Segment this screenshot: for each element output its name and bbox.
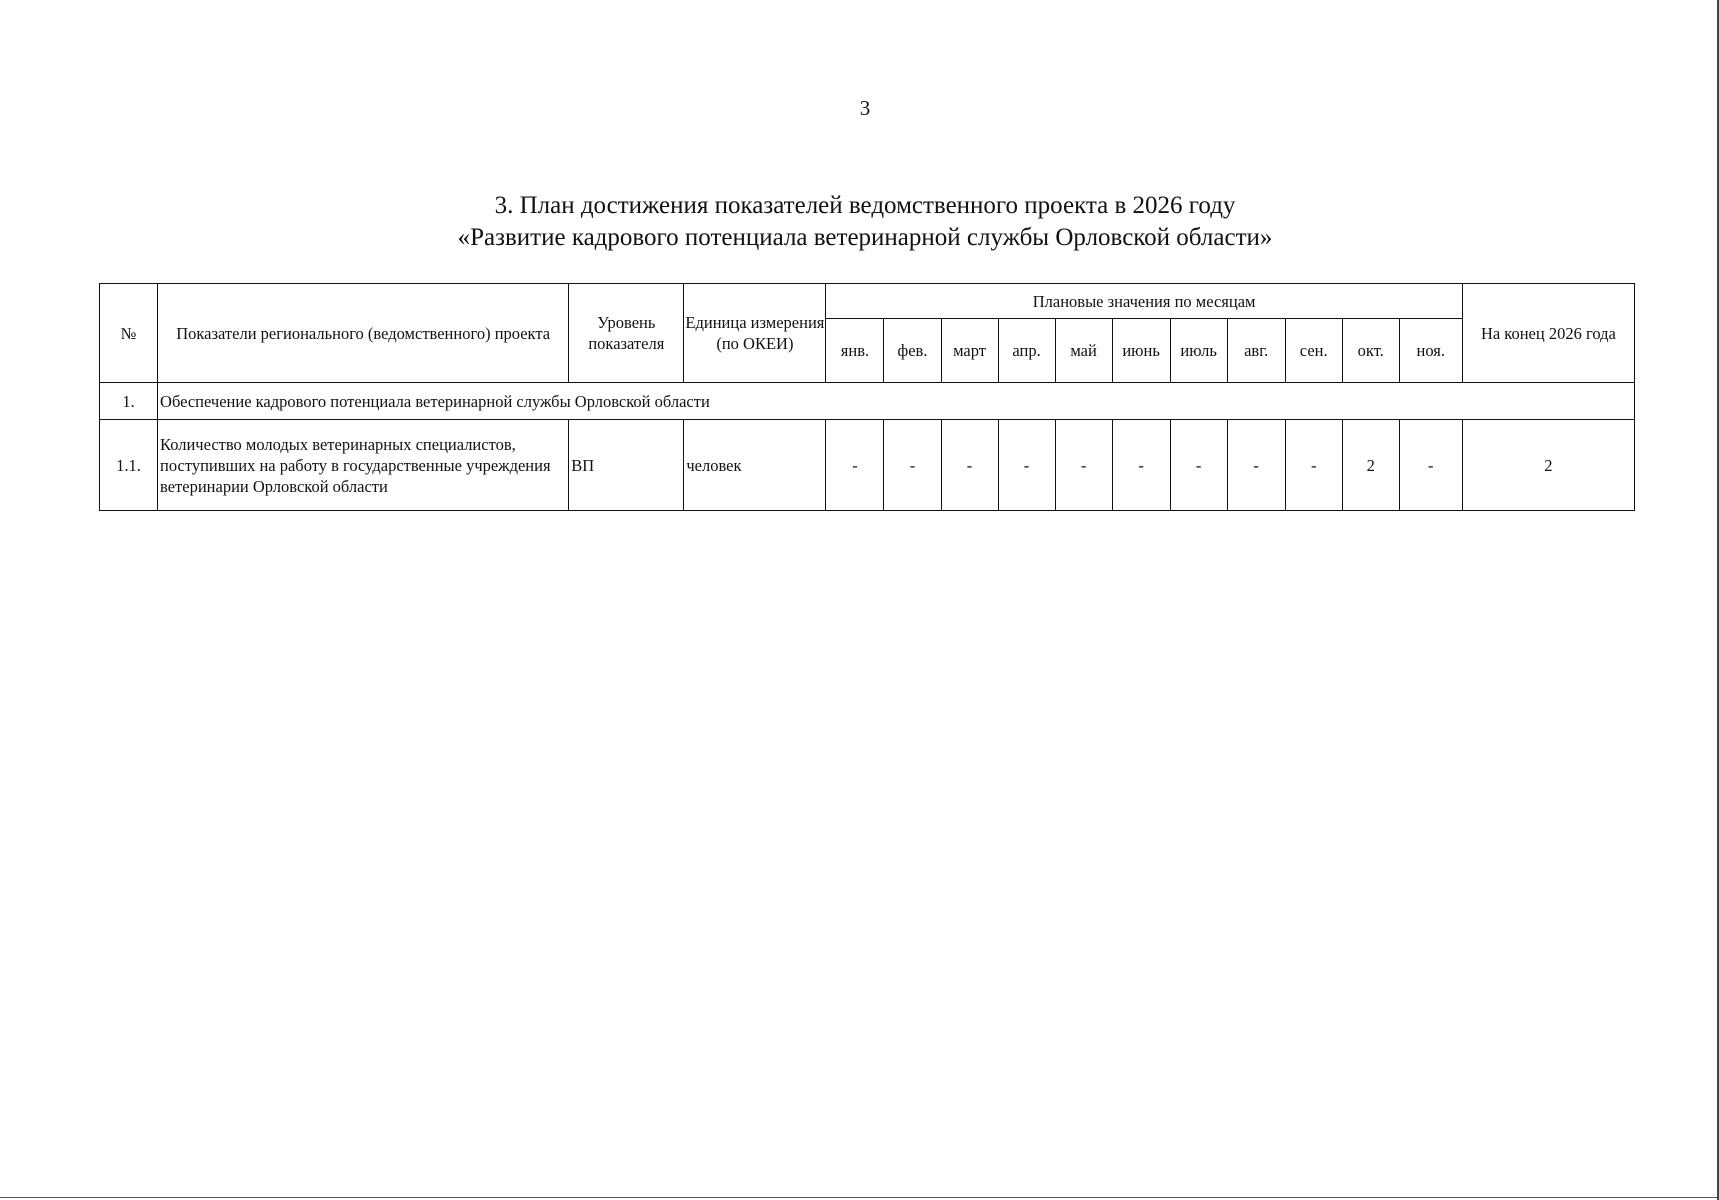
header-month: июль bbox=[1170, 319, 1227, 383]
header-month: ноя. bbox=[1399, 319, 1462, 383]
row-month-value: - bbox=[998, 420, 1055, 511]
title-line-1: 3. План достижения показателей ведомственного проекта в 2026 году bbox=[494, 192, 1236, 219]
header-month: янв. bbox=[826, 319, 884, 383]
row-month-value: - bbox=[941, 420, 998, 511]
header-month: июнь bbox=[1112, 319, 1170, 383]
row-indicator: Количество молодых ветеринарных специалистов, поступивших на работу в государственные учреждения ветеринарии Орловской области bbox=[158, 420, 569, 511]
table-row bbox=[100, 420, 1635, 511]
section-title: Обеспечение кадрового потенциала ветеринарной службы Орловской области bbox=[158, 383, 1635, 420]
page-title bbox=[0, 190, 1719, 254]
row-level: ВП bbox=[569, 420, 684, 511]
header-num: № bbox=[100, 284, 158, 383]
row-num: 1.1. bbox=[100, 420, 158, 511]
header-month: март bbox=[941, 319, 998, 383]
section-num: 1. bbox=[100, 383, 158, 420]
header-month: сен. bbox=[1285, 319, 1342, 383]
indicator-plan-table bbox=[99, 283, 1635, 511]
header-month: май bbox=[1055, 319, 1112, 383]
header-month: авг. bbox=[1227, 319, 1285, 383]
row-month-value: - bbox=[1227, 420, 1285, 511]
row-year-end-value: 2 bbox=[1462, 420, 1634, 511]
row-month-value: - bbox=[884, 420, 941, 511]
page-number: 3 bbox=[859, 96, 871, 120]
row-month-value: - bbox=[1399, 420, 1462, 511]
row-month-value: - bbox=[1285, 420, 1342, 511]
row-month-value: - bbox=[1170, 420, 1227, 511]
row-unit: человек bbox=[684, 420, 826, 511]
header-level: Уровень показателя bbox=[569, 284, 684, 383]
header-months-group: Плановые значения по месяцам bbox=[826, 284, 1462, 319]
row-month-value: - bbox=[826, 420, 884, 511]
header-indicator: Показатели регионального (ведомственного) проекта bbox=[158, 284, 569, 383]
scan-bottom-edge bbox=[0, 1197, 1719, 1198]
header-unit: Единица измерения (по ОКЕИ) bbox=[684, 284, 826, 383]
header-month: фев. bbox=[884, 319, 941, 383]
header-month: апр. bbox=[998, 319, 1055, 383]
row-month-value: - bbox=[1055, 420, 1112, 511]
header-year-end: На конец 2026 года bbox=[1462, 284, 1634, 383]
section-row bbox=[100, 383, 1635, 420]
header-month: окт. bbox=[1342, 319, 1399, 383]
row-month-value: - bbox=[1112, 420, 1170, 511]
row-month-value: 2 bbox=[1342, 420, 1399, 511]
title-line-2: «Развитие кадрового потенциала ветеринарной службы Орловской области» bbox=[457, 224, 1273, 251]
